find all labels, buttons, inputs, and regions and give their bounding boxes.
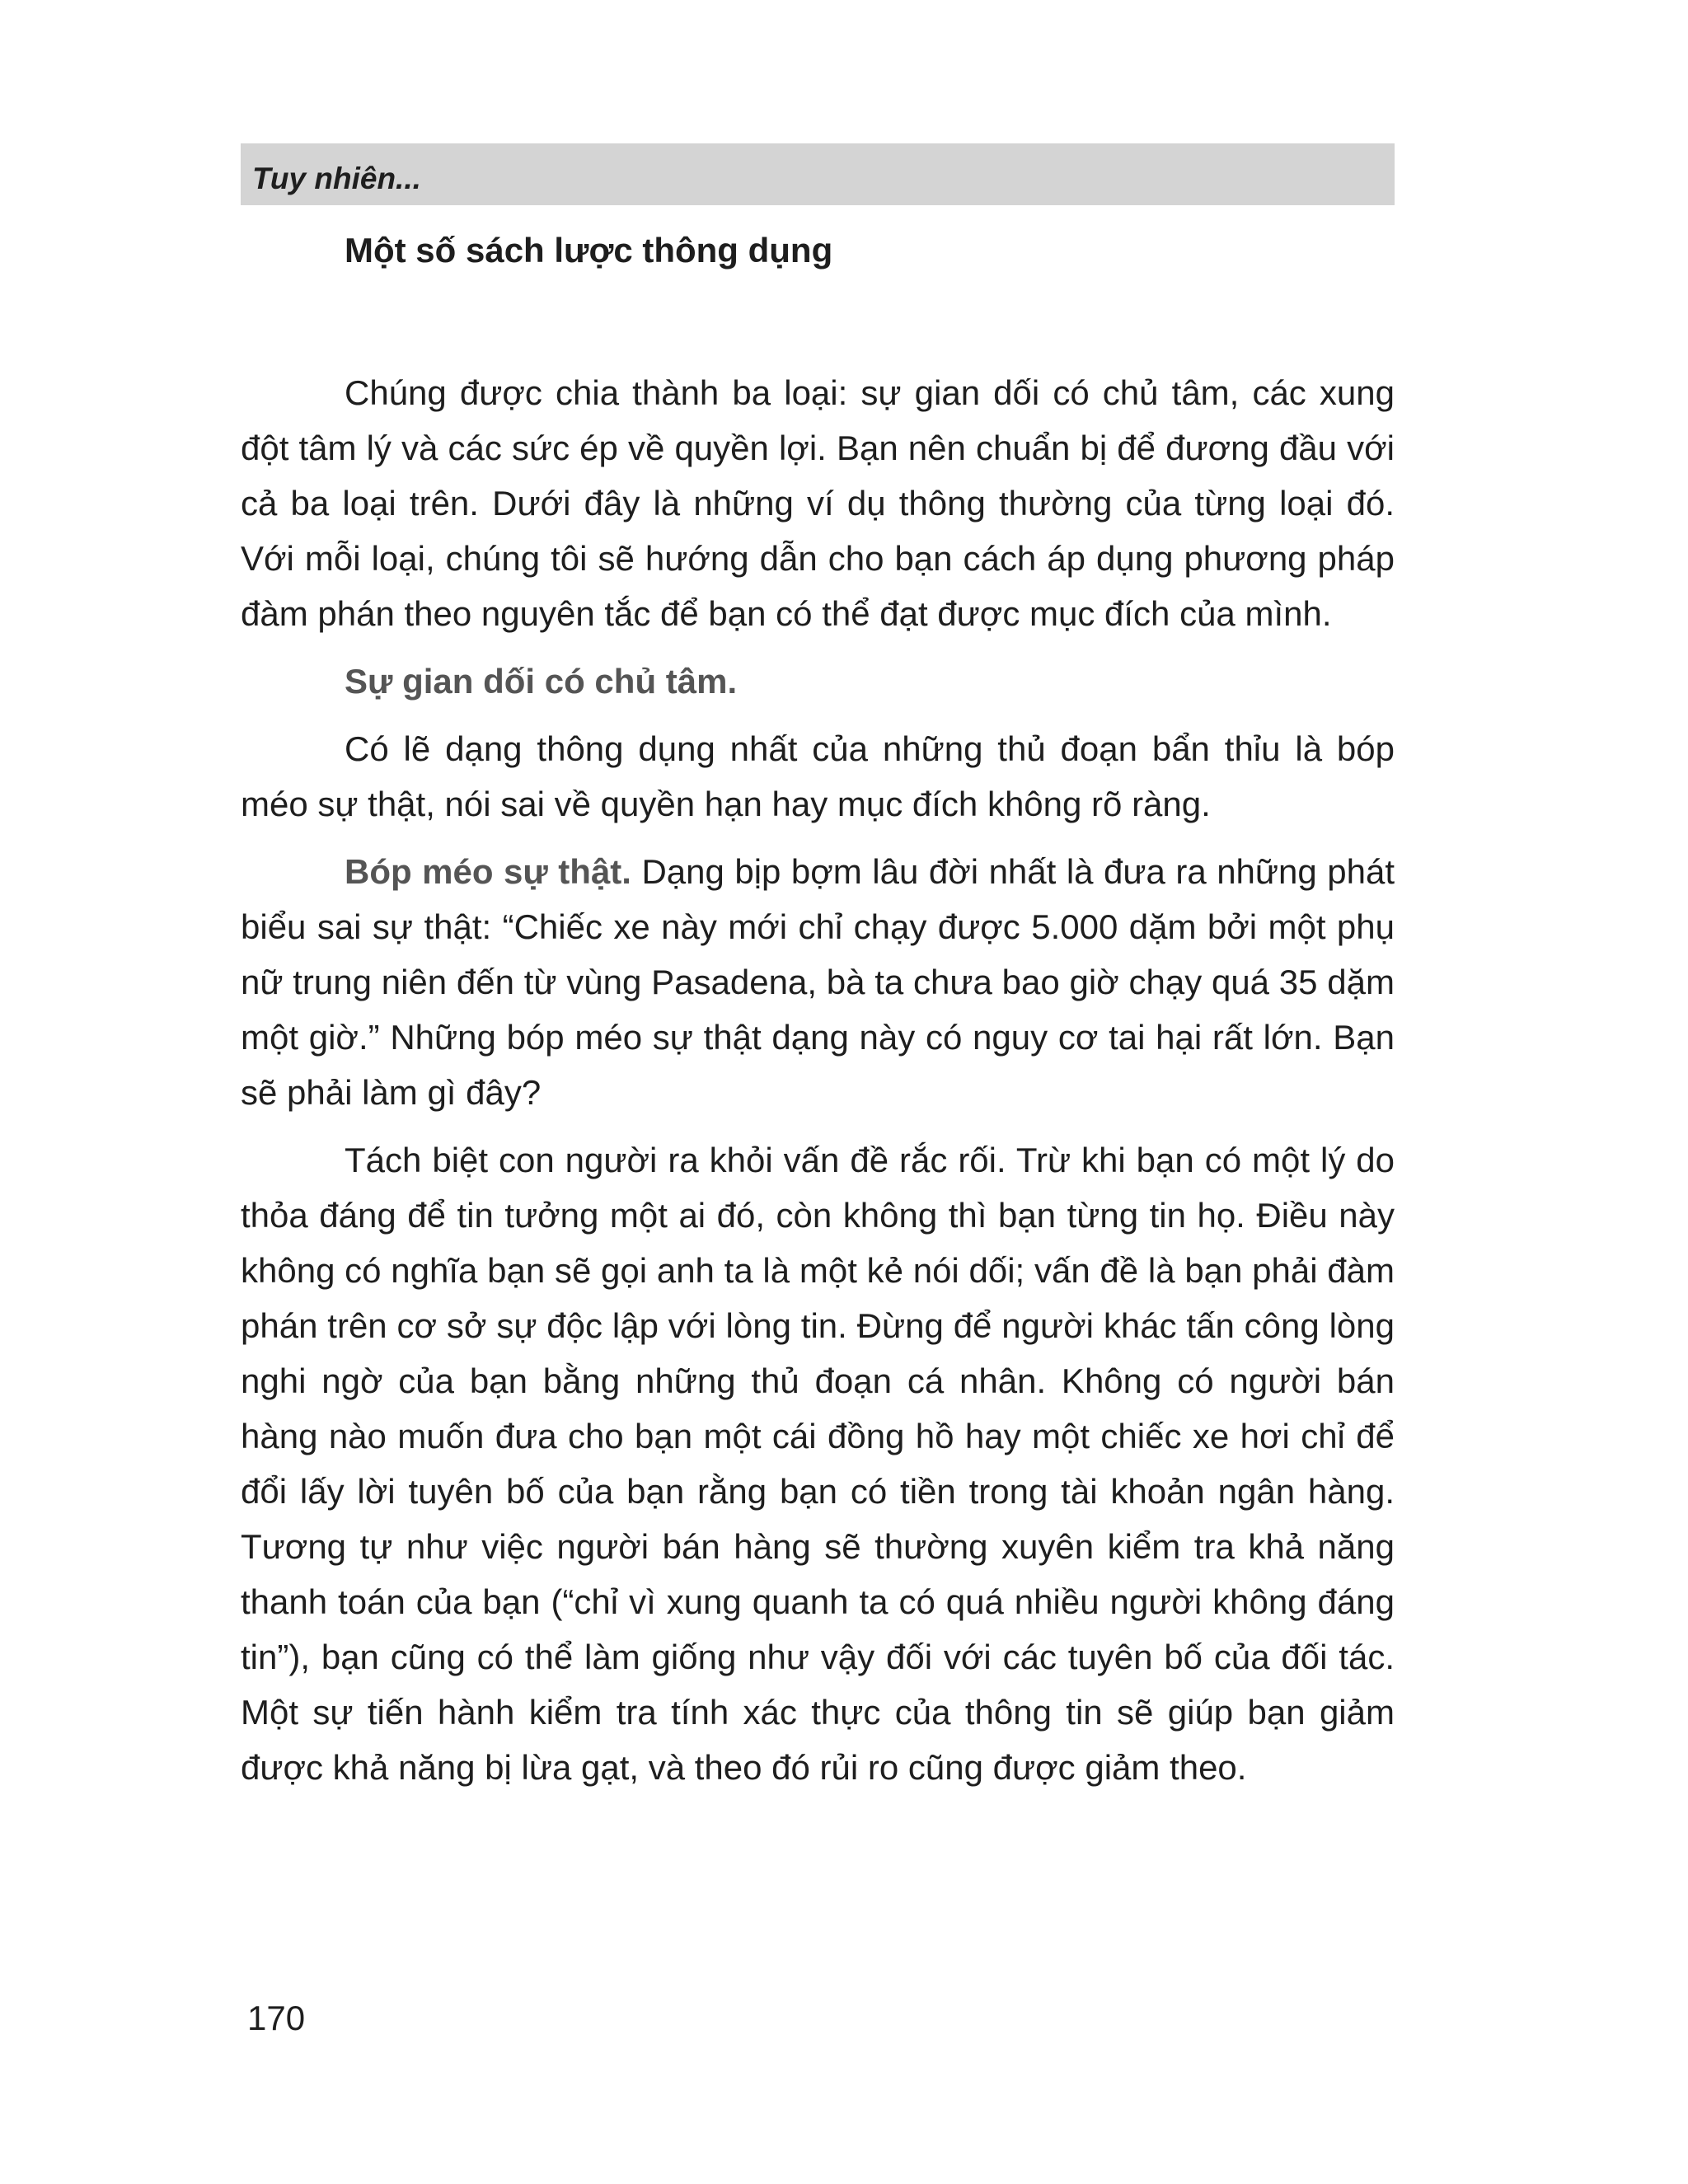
paragraph-common-tactics: Có lẽ dạng thông dụng nhất của những thủ đoạn bẩn thỉu là bóp méo sự thật, nói sai về quyền hạn hay mục đích không rõ ràng. [241,729,1395,823]
inline-heading-misrepresentation: Bóp méo sự thật. [345,852,631,891]
paragraph-intro: Chúng được chia thành ba loại: sự gian dối có chủ tâm, các xung đột tâm lý và các sức ép về quyền lợi. Bạn nên chuẩn bị để đương đầu với cả ba loại trên. Dưới đây là những ví dụ thông thường của từng loại đó. Với mỗi loại, chúng tôi sẽ hướng dẫn cho bạn cách áp dụng phương pháp đàm phán theo nguyên tắc để bạn có thể đạt được mục đích của mình. [241,373,1395,633]
running-header-bar [241,143,1395,205]
body-text [241,365,1395,1795]
running-header: Tuy nhiên... [252,162,421,195]
paragraph-misrepresentation-body: Dạng bịp bợm lâu đời nhất là đưa ra những phát biểu sai sự thật: “Chiếc xe này mới chỉ chạy được 5.000 dặm bởi một phụ nữ trung niên đến từ vùng Pasadena, bà ta chưa bao giờ chạy quá 35 dặm một giờ.” Những bóp méo sự thật dạng này có nguy cơ tai hại rất lớn. Bạn sẽ phải làm gì đây? [241,852,1395,1112]
subheading-deliberate-deception: Sự gian dối có chủ tâm. [345,662,738,701]
paragraph-misrepresentation [241,844,1395,1120]
paragraph-separate-people: Tách biệt con người ra khỏi vấn đề rắc rối. Trừ khi bạn có một lý do thỏa đáng để tin tưởng một ai đó, còn không thì bạn từng tin họ. Điều này không có nghĩa bạn sẽ gọi anh ta là một kẻ nói dối; vấn đề là bạn phải đàm phán trên cơ sở sự độc lập với lòng tin. Đừng để người khác tấn công lòng nghi ngờ của bạn bằng những thủ đoạn cá nhân. Không có người bán hàng nào muốn đưa cho bạn một cái đồng hồ hay một chiếc xe hơi chỉ để đổi lấy lời tuyên bố của bạn rằng bạn có tiền trong tài khoản ngân hàng. Tương tự như việc người bán hàng sẽ thường xuyên kiểm tra khả năng thanh toán của bạn (“chỉ vì xung quanh ta có quá nhiều người không đáng tin”), bạn cũng có thể làm giống như vậy đối với các tuyên bố của đối tác. Một sự tiến hành kiểm tra tính xác thực của thông tin sẽ giúp bạn giảm được khả năng bị lừa gạt, và theo đó rủi ro cũng được giảm theo. [241,1141,1395,1787]
page-number: 170 [247,1999,306,2037]
section-title: Một số sách lược thông dụng [345,231,833,269]
